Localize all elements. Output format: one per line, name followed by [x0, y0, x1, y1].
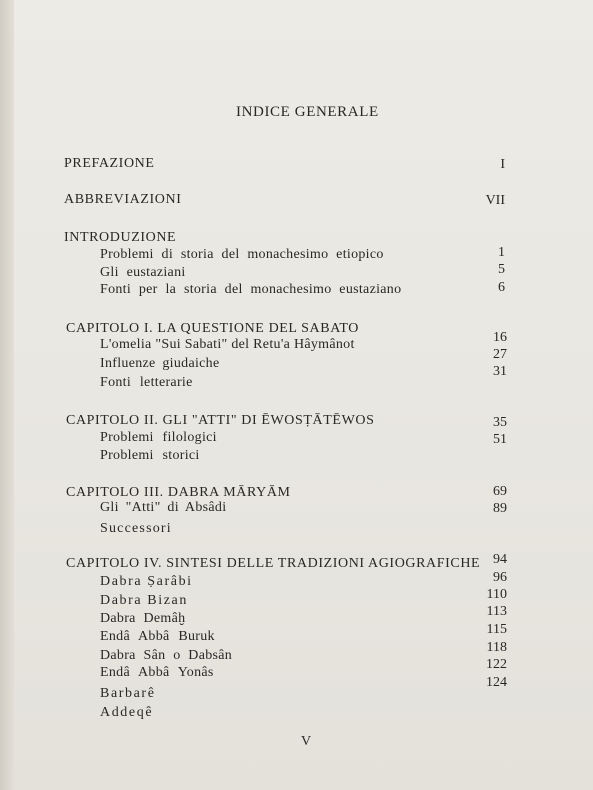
- section-page-abbreviazioni: VII: [485, 193, 505, 208]
- chapter-4-title: CAPITOLO IV. SINTESI DELLE TRADIZIONI AGIOGRAFICHE: [66, 556, 481, 571]
- chapter-3-page: 69: [493, 484, 507, 499]
- toc-entry-page: 1: [498, 245, 505, 260]
- toc-entry: Gli "Atti" di Absâdi: [100, 500, 227, 515]
- toc-entry-page: 89: [493, 501, 507, 516]
- toc-entry-page: 27: [493, 347, 507, 362]
- toc-entry: L'omelia "Sui Sabati" del Retu'a Hâymânot: [100, 337, 355, 352]
- toc-entry-page: 122: [486, 657, 507, 672]
- toc-entry-page: 110: [486, 587, 507, 602]
- toc-entry-page: 5: [498, 262, 505, 277]
- toc-entry-page: 6: [498, 280, 505, 295]
- section-title-introduzione: INTRODUZIONE: [64, 230, 177, 245]
- toc-entry: Fonti letterarie: [100, 375, 193, 390]
- toc-entry: Problemi storici: [100, 448, 200, 463]
- toc-entry-page: 113: [486, 604, 507, 619]
- toc-entry: Successori: [100, 521, 172, 536]
- chapter-3-title: CAPITOLO III. DABRA MĀRYĀM: [66, 485, 291, 500]
- toc-entry-page: 115: [486, 622, 507, 637]
- section-title-prefazione: PREFAZIONE: [64, 156, 155, 171]
- chapter-2-page: 35: [493, 415, 507, 430]
- toc-entry: Problemi di storia del monachesimo etiopico: [100, 247, 384, 262]
- toc-entry: Problemi filologici: [100, 430, 217, 445]
- toc-entry-page: 16: [493, 330, 507, 345]
- page-number: V: [301, 734, 312, 749]
- toc-entry: Barbarê: [100, 686, 156, 701]
- section-title-abbreviazioni: ABBREVIAZIONI: [64, 192, 182, 207]
- toc-entry-page: 96: [493, 570, 507, 585]
- toc-entry: Endâ Abbâ Yonâs: [100, 665, 214, 680]
- toc-entry-page: 124: [486, 675, 507, 690]
- toc-entry: Addeqê: [100, 705, 154, 720]
- chapter-2-title: CAPITOLO II. GLI "ATTI" DI ĒWOSṬĀTĒWOS: [66, 413, 375, 428]
- toc-entry: Influenze giudaiche: [100, 356, 220, 371]
- book-page: [14, 0, 593, 790]
- toc-entry-page: 31: [493, 364, 507, 379]
- toc-entry: Gli eustaziani: [100, 265, 186, 280]
- section-page-prefazione: I: [500, 157, 505, 172]
- chapter-4-page: 94: [493, 552, 507, 567]
- chapter-1-title: CAPITOLO I. LA QUESTIONE DEL SABATO: [66, 321, 359, 336]
- toc-entry-page: 51: [493, 432, 507, 447]
- toc-entry: Endâ Abbâ Buruk: [100, 629, 215, 644]
- toc-entry: Fonti per la storia del monachesimo eustaziano: [100, 282, 402, 297]
- toc-entry: Dabra Ṣarâbi: [100, 574, 193, 589]
- toc-entry: Dabra Demâḫ: [100, 611, 186, 626]
- toc-entry: Dabra Bizan: [100, 593, 188, 608]
- page-title: INDICE GENERALE: [236, 104, 379, 120]
- toc-entry: Dabra Sân o Dabsân: [100, 648, 233, 663]
- toc-entry-page: 118: [486, 640, 507, 655]
